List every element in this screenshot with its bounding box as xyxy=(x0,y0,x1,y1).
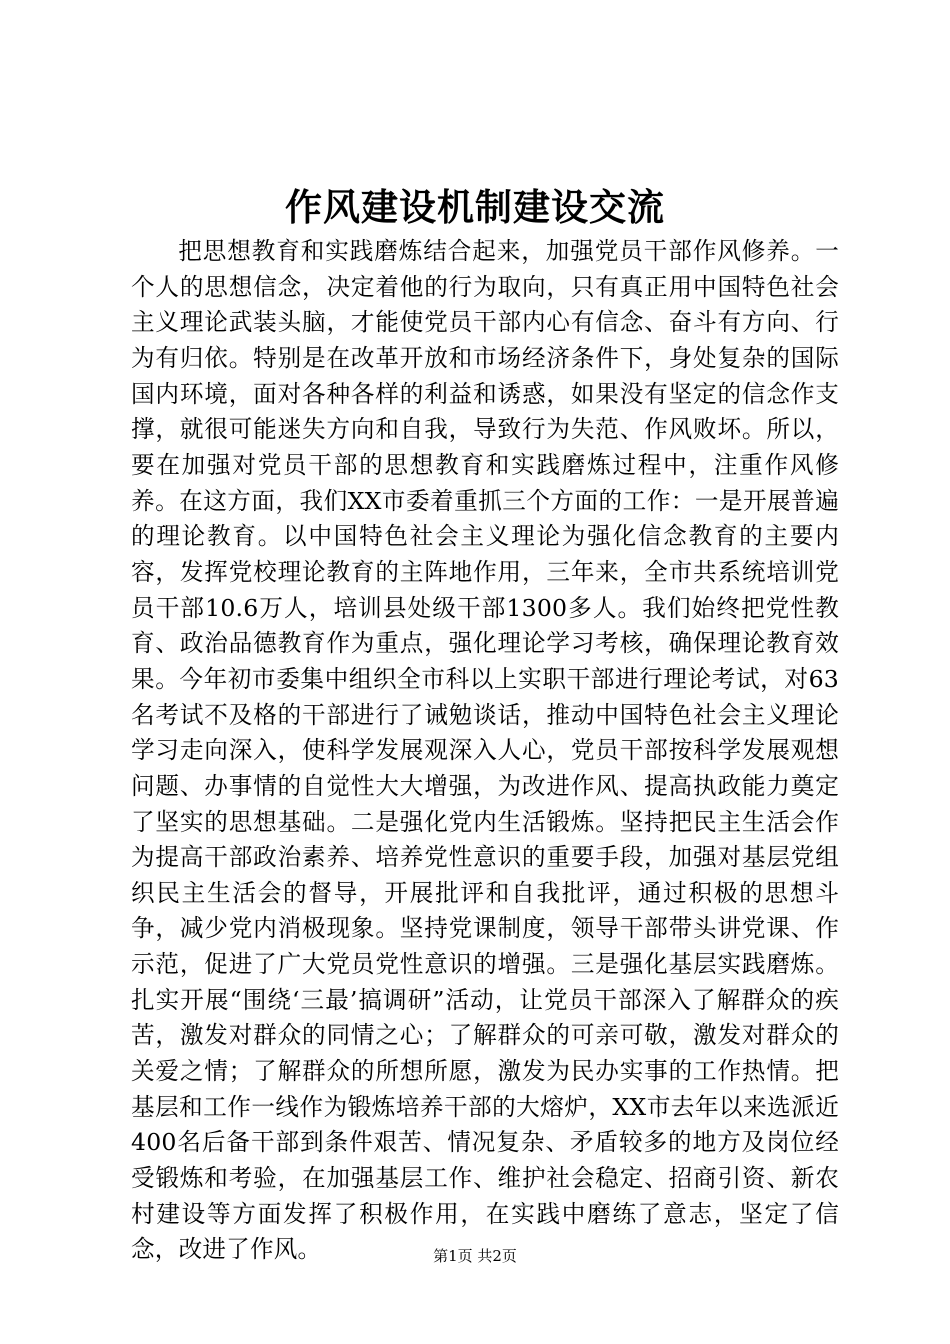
document-title: 作风建设机制建设交流 xyxy=(285,185,665,229)
body-paragraph: 把思想教育和实践磨炼结合起来，加强党员干部作风修养。一个人的思想信念，决定着他的行为取向，只有真正用中国特色社会主义理论武装头脑，才能使党员干部内心有信念、奋斗有方向、行为有归依。特别是在改革开放和市场经济条件下，身处复杂的国际国内环境，面对各种各样的利益和诱惑，如果没有坚定的信念作支撑，就很可能迷失方向和自我，导致行为失范、作风败坏。所以，要在加强对党员干部的思想教育和实践磨炼过程中，注重作风修养。在这方面，我们XX市委着重抓三个方面的工作：一是开展普遍的理论教育。以中国特色社会主义理论为强化信念教育的主要内容，发挥党校理论教育的主阵地作用，三年来，全市共系统培训党员干部10.6万人，培训县处级干部1300多人。我们始终把党性教育、政治品德教育作为重点，强化理论学习考核，确保理论教育效果。今年初市委集中组织全市科以上实职干部进行理论考试，对63名考试不及格的干部进行了诫勉谈话，推动中国特色社会主义理论学习走向深入，使科学发展观深入人心，党员干部按科学发展观想问题、办事情的自觉性大大增强，为改进作风、提高执政能力奠定了坚实的思想基础。二是强化党内生活锻炼。坚持把民主生活会作为提高干部政治素养、培养党性意识的重要手段，加强对基层党组织民主生活会的督导，开展批评和自我批评，通过积极的思想斗争，减少党内消极现象。坚持党课制度，领导干部带头讲党课、作示范，促进了广大党员党性意识的增强。三是强化基层实践磨炼。扎实开展“围绕‘三最’搞调研”活动，让党员干部深入了解群众的疾苦，激发对群众的同情之心；了解群众的可亲可敬，激发对群众的关爱之情；了解群众的所想所愿，激发为民办实事的工作热情。把基层和工作一线作为锻炼培养干部的大熔炉，XX市去年以来选派近400名后备干部到条件艰苦、情况复杂、矛盾较多的地方及岗位经受锻炼和考验，在加强基层工作、维护社会稳定、招商引资、新农村建设等方面发挥了积极作用，在实践中磨练了意志，坚定了信念，改进了作风。 xyxy=(131,237,839,1264)
page-number-footer: 第1页 共2页 xyxy=(433,1247,517,1265)
